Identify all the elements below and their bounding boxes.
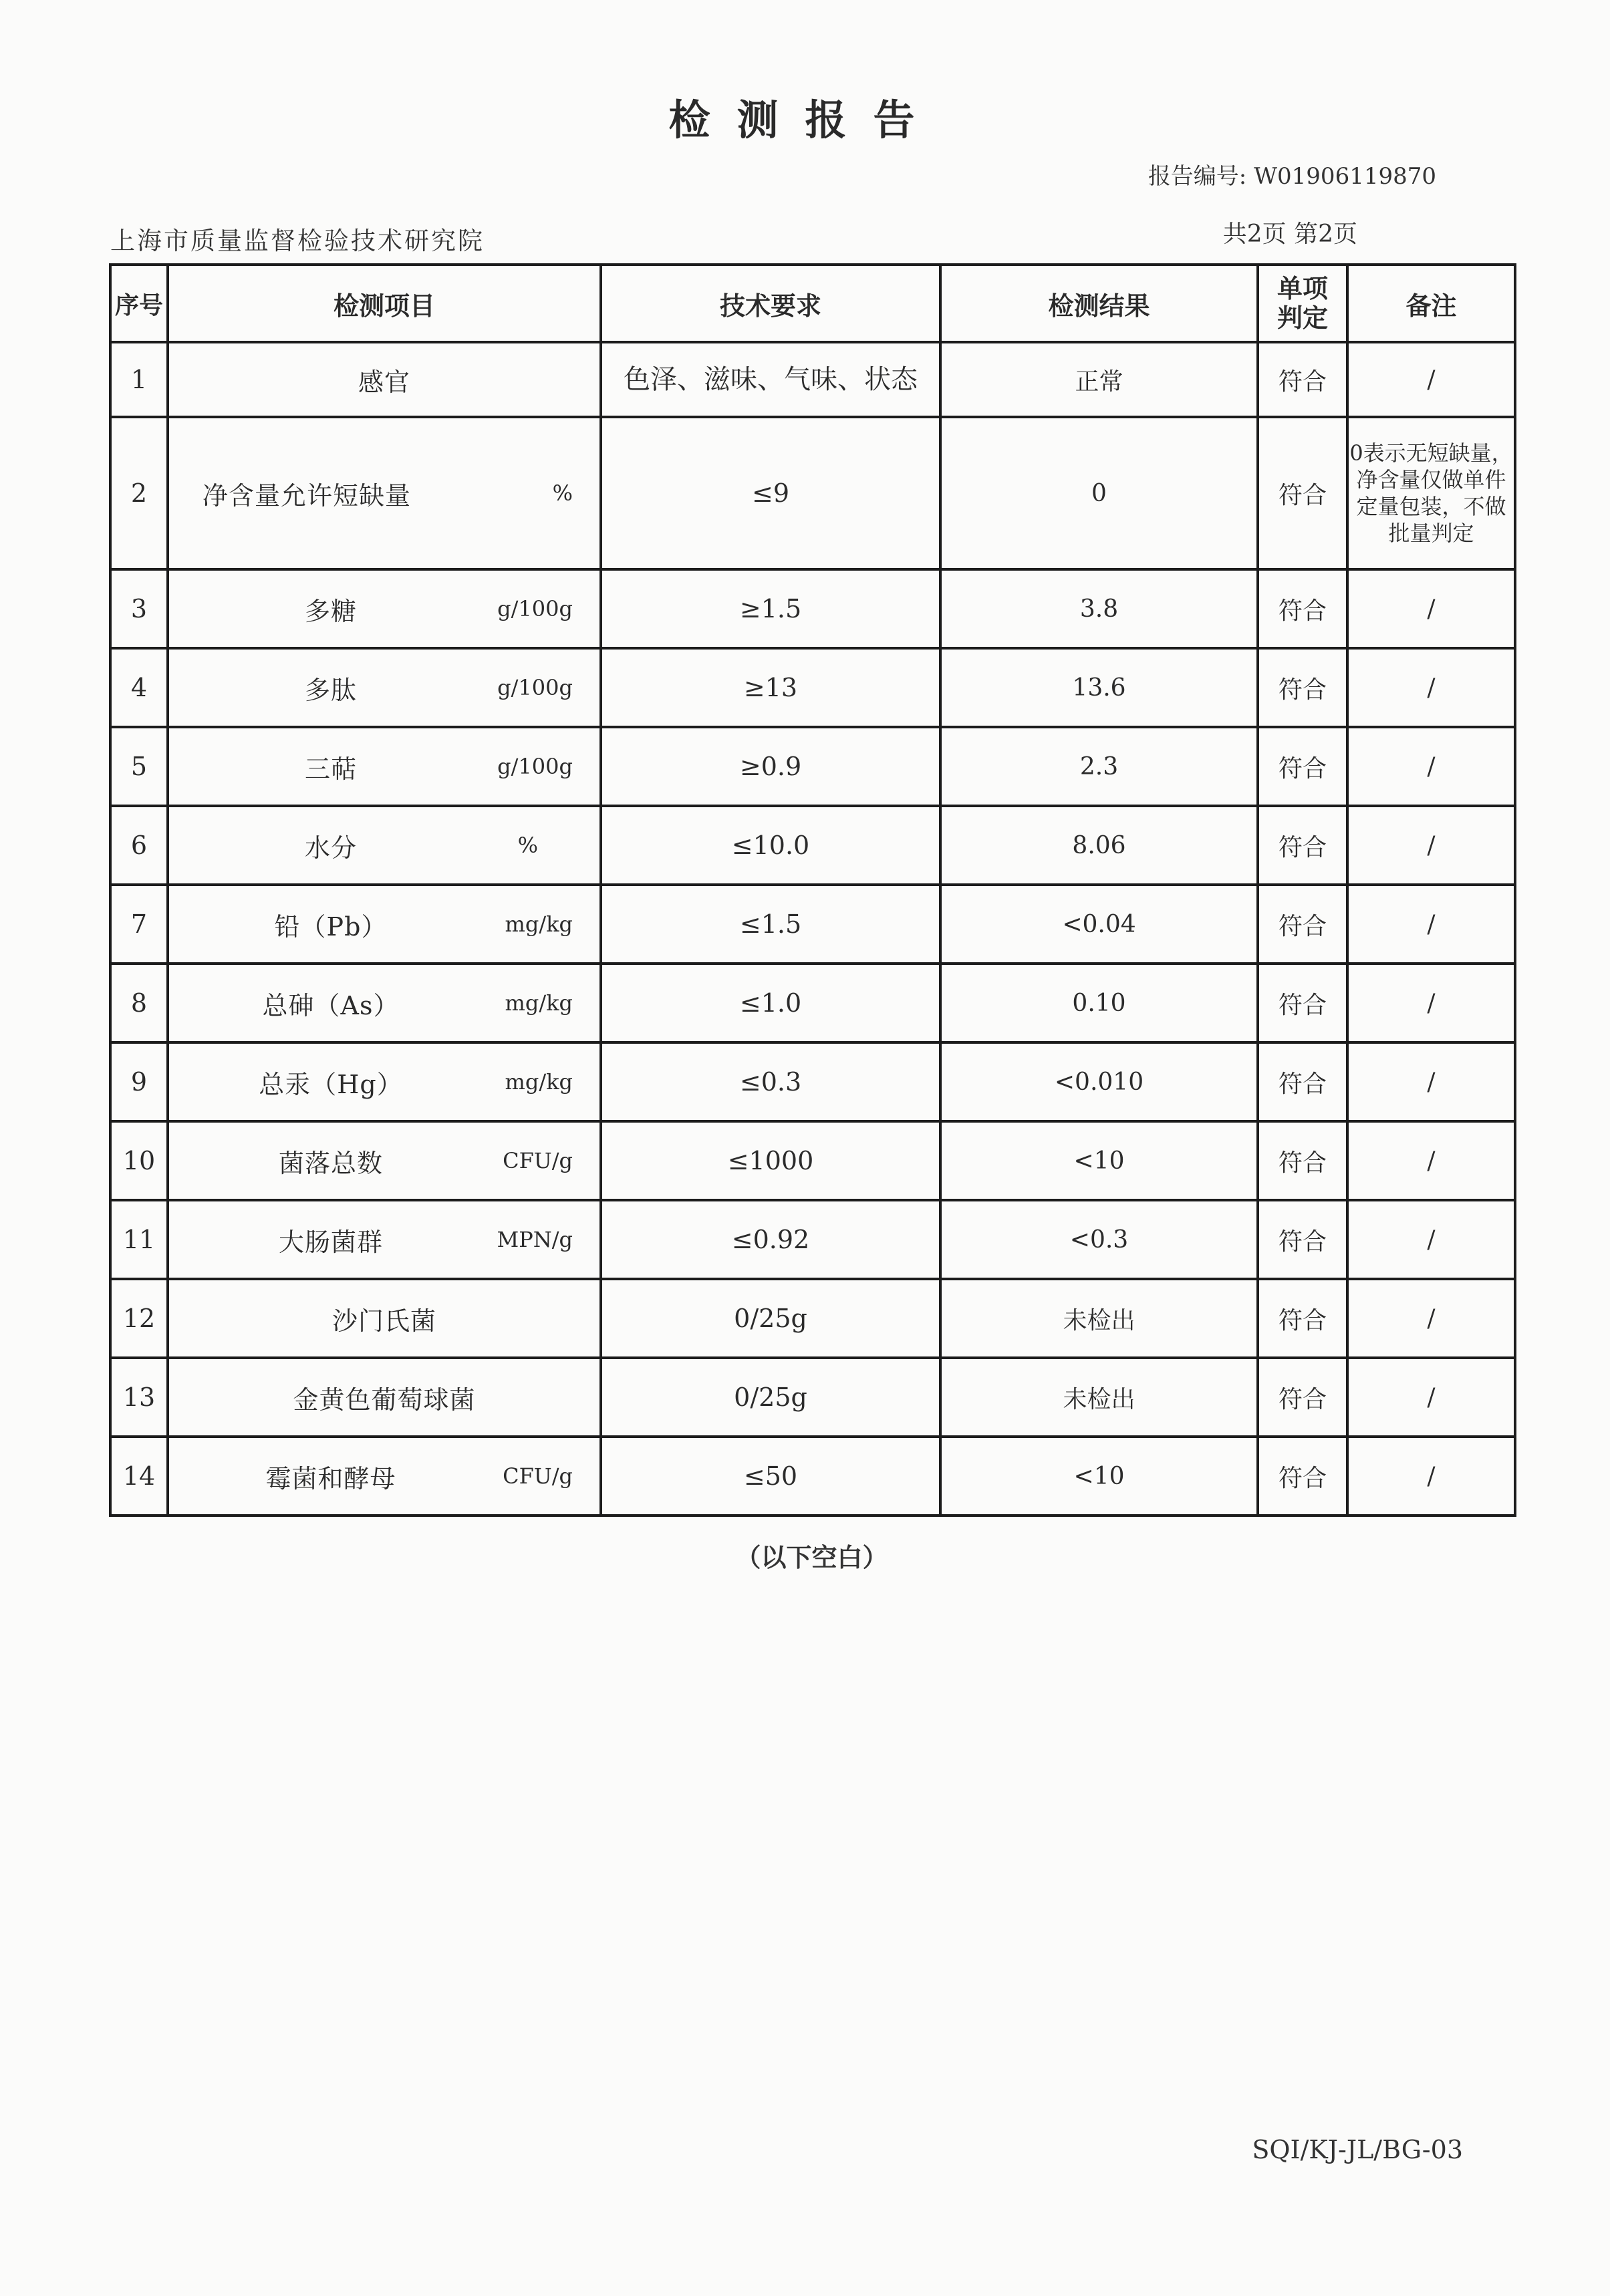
table-row — [110, 342, 1515, 417]
cell-result: <10 — [940, 1437, 1258, 1516]
cell-verdict: 符合 — [1258, 1042, 1347, 1121]
cell-remark: / — [1347, 1121, 1515, 1200]
cell-seq: 14 — [110, 1437, 168, 1516]
item-name: 总汞（Hg） — [259, 1069, 403, 1099]
cell-requirement: ≤1.5 — [601, 885, 940, 964]
item-unit: % — [517, 833, 538, 858]
item-name: 金黄色葡萄球菌 — [293, 1385, 476, 1415]
col-header-verdict-line2: 判定 — [1277, 303, 1328, 333]
cell-requirement: ≤9 — [601, 417, 940, 569]
table-row — [110, 1437, 1515, 1516]
report-number-label: 报告编号: — [1148, 163, 1247, 190]
cell-requirement: ≤0.92 — [601, 1200, 940, 1279]
cell-remark: / — [1347, 1279, 1515, 1358]
cell-verdict: 符合 — [1258, 342, 1347, 417]
cell-result: 8.06 — [940, 806, 1258, 885]
cell-remark: / — [1347, 1437, 1515, 1516]
item-name: 净含量允许短缺量 — [203, 480, 412, 511]
cell-seq: 9 — [110, 1042, 168, 1121]
cell-item — [168, 1042, 601, 1121]
cell-verdict: 符合 — [1258, 964, 1347, 1042]
table-row — [110, 648, 1515, 727]
item-unit: CFU/g — [503, 1148, 573, 1173]
item-unit: mg/kg — [505, 911, 573, 937]
cell-remark: / — [1347, 964, 1515, 1042]
cell-result: 未检出 — [940, 1279, 1258, 1358]
cell-verdict: 符合 — [1258, 1121, 1347, 1200]
cell-result: <10 — [940, 1121, 1258, 1200]
cell-item — [168, 1437, 601, 1516]
cell-verdict: 符合 — [1258, 885, 1347, 964]
item-name: 大肠菌群 — [278, 1227, 383, 1257]
table-row — [110, 1042, 1515, 1121]
cell-verdict: 符合 — [1258, 648, 1347, 727]
cell-verdict: 符合 — [1258, 417, 1347, 569]
item-name: 菌落总数 — [278, 1148, 383, 1178]
cell-seq: 12 — [110, 1279, 168, 1358]
cell-item — [168, 648, 601, 727]
cell-item — [168, 1121, 601, 1200]
item-name: 多糖 — [304, 596, 357, 626]
cell-seq: 3 — [110, 569, 168, 648]
item-name: 霉菌和酵母 — [265, 1463, 396, 1493]
table-row — [110, 727, 1515, 806]
cell-item — [168, 727, 601, 806]
cell-result: <0.010 — [940, 1042, 1258, 1121]
cell-result: 0 — [940, 417, 1258, 569]
cell-remark: / — [1347, 342, 1515, 417]
table-row — [110, 885, 1515, 964]
col-header-remark: 备注 — [1347, 265, 1515, 342]
cell-remark: / — [1347, 1358, 1515, 1437]
cell-remark: / — [1347, 885, 1515, 964]
cell-requirement: ≤1000 — [601, 1121, 940, 1200]
cell-item — [168, 1279, 601, 1358]
cell-requirement: 0/25g — [601, 1279, 940, 1358]
cell-remark: / — [1347, 806, 1515, 885]
cell-remark: 0表示无短缺量，净含量仅做单件定量包装，不做批量判定 — [1347, 417, 1515, 569]
table-row — [110, 1121, 1515, 1200]
cell-verdict: 符合 — [1258, 727, 1347, 806]
cell-item — [168, 806, 601, 885]
cell-seq: 2 — [110, 417, 168, 569]
cell-item — [168, 342, 601, 417]
col-header-result: 检测结果 — [940, 265, 1258, 342]
cell-remark: / — [1347, 727, 1515, 806]
item-unit: mg/kg — [505, 1069, 573, 1095]
cell-result: 3.8 — [940, 569, 1258, 648]
cell-remark: / — [1347, 1200, 1515, 1279]
item-unit: % — [552, 480, 573, 506]
table-row — [110, 1279, 1515, 1358]
cell-verdict: 符合 — [1258, 569, 1347, 648]
cell-result: <0.3 — [940, 1200, 1258, 1279]
item-name: 感官 — [358, 367, 410, 397]
item-unit: g/100g — [497, 596, 573, 621]
cell-seq: 7 — [110, 885, 168, 964]
cell-seq: 5 — [110, 727, 168, 806]
cell-verdict: 符合 — [1258, 1358, 1347, 1437]
cell-result: 0.10 — [940, 964, 1258, 1042]
cell-result: 13.6 — [940, 648, 1258, 727]
cell-requirement: ≥1.5 — [601, 569, 940, 648]
cell-item — [168, 417, 601, 569]
item-name: 多肽 — [304, 675, 357, 705]
table-row — [110, 417, 1515, 569]
col-header-seq: 序号 — [110, 265, 168, 342]
report-number-value: W01906119870 — [1254, 163, 1436, 190]
col-header-item: 检测项目 — [168, 265, 601, 342]
item-unit: mg/kg — [505, 990, 573, 1016]
cell-seq: 11 — [110, 1200, 168, 1279]
cell-requirement: ≤50 — [601, 1437, 940, 1516]
item-unit: g/100g — [497, 675, 573, 700]
cell-result: <0.04 — [940, 885, 1258, 964]
col-header-verdict-line1: 单项 — [1277, 274, 1328, 303]
table-row — [110, 1200, 1515, 1279]
cell-remark: / — [1347, 1042, 1515, 1121]
cell-requirement: ≤1.0 — [601, 964, 940, 1042]
cell-requirement: 0/25g — [601, 1358, 940, 1437]
item-name: 水分 — [304, 833, 357, 863]
cell-seq: 6 — [110, 806, 168, 885]
cell-remark: / — [1347, 648, 1515, 727]
cell-requirement: ≤0.3 — [601, 1042, 940, 1121]
cell-seq: 10 — [110, 1121, 168, 1200]
cell-verdict: 符合 — [1258, 1437, 1347, 1516]
cell-requirement: ≥0.9 — [601, 727, 940, 806]
cell-seq: 4 — [110, 648, 168, 727]
item-name: 总砷（As） — [262, 990, 400, 1020]
item-name: 铅（Pb） — [274, 911, 388, 942]
cell-result: 未检出 — [940, 1358, 1258, 1437]
cell-result: 2.3 — [940, 727, 1258, 806]
col-header-requirement: 技术要求 — [601, 265, 940, 342]
table-row — [110, 964, 1515, 1042]
cell-verdict: 符合 — [1258, 1279, 1347, 1358]
table-row — [110, 806, 1515, 885]
cell-seq: 13 — [110, 1358, 168, 1437]
page-title: 检测报告 — [668, 96, 942, 144]
test-results-table — [109, 263, 1516, 1517]
item-unit: g/100g — [497, 754, 573, 779]
form-code: SQI/KJ-JL/BG-03 — [1252, 2135, 1463, 2164]
cell-item — [168, 885, 601, 964]
report-number — [1148, 158, 1436, 190]
item-unit: MPN/g — [497, 1227, 573, 1252]
cell-seq: 8 — [110, 964, 168, 1042]
cell-requirement: ≤10.0 — [601, 806, 940, 885]
item-name: 三萜 — [304, 754, 357, 784]
item-unit: CFU/g — [503, 1463, 573, 1489]
cell-item — [168, 1358, 601, 1437]
item-name: 沙门氏菌 — [331, 1306, 436, 1336]
cell-item — [168, 569, 601, 648]
organization-name: 上海市质量监督检验技术研究院 — [110, 227, 485, 255]
cell-verdict: 符合 — [1258, 806, 1347, 885]
table-row — [110, 569, 1515, 648]
blank-below-note: （以下空白） — [735, 1543, 888, 1572]
page-count: 共2页 第2页 — [1222, 221, 1357, 248]
cell-requirement: 色泽、滋味、气味、状态 — [601, 342, 940, 417]
cell-seq: 1 — [110, 342, 168, 417]
cell-requirement: ≥13 — [601, 648, 940, 727]
cell-result: 正常 — [940, 342, 1258, 417]
cell-item — [168, 1200, 601, 1279]
cell-item — [168, 964, 601, 1042]
table-header-row — [110, 265, 1515, 342]
table-row — [110, 1358, 1515, 1437]
cell-verdict: 符合 — [1258, 1200, 1347, 1279]
cell-remark: / — [1347, 569, 1515, 648]
col-header-verdict — [1258, 265, 1347, 342]
